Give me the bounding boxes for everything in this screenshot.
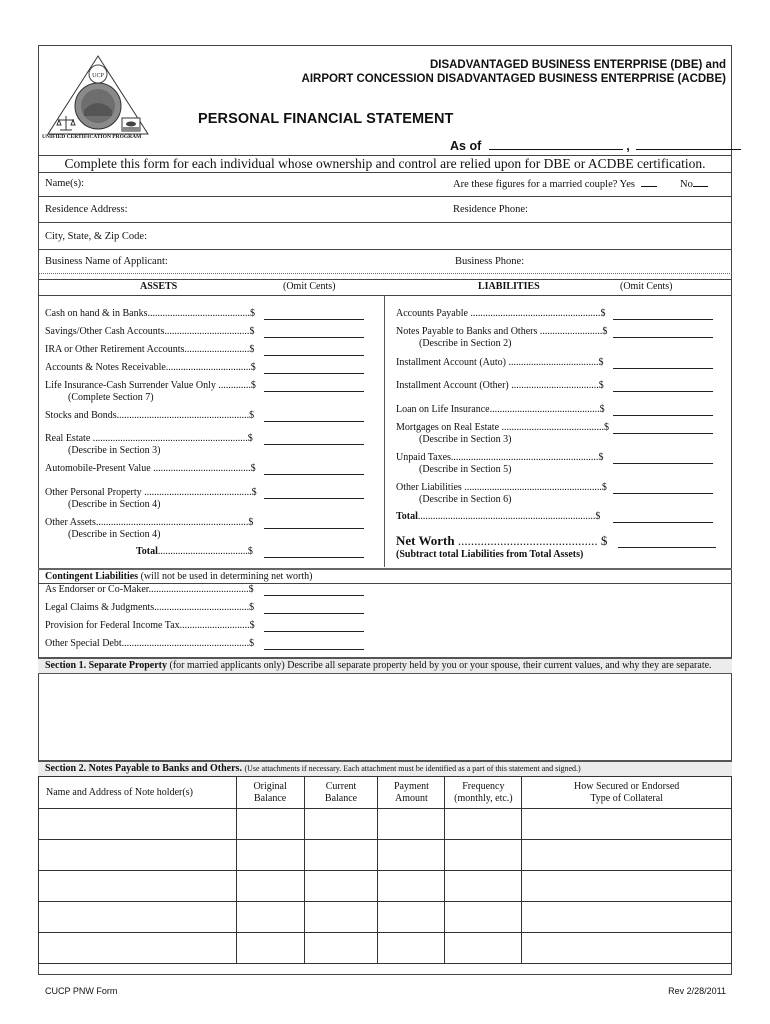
col-collateral: How Secured or Endorsed Type of Collateral xyxy=(522,777,732,809)
asset-savings-label: Savings/Other Cash Accounts..................................$ xyxy=(45,326,255,337)
section1-textarea[interactable] xyxy=(44,676,726,756)
assets-total-field[interactable] xyxy=(264,557,364,558)
liab-unpaid-taxes-field[interactable] xyxy=(613,463,713,464)
ucp-seal-icon xyxy=(44,54,152,144)
col-note-holder: Name and Address of Note holder(s) xyxy=(39,777,237,809)
as-of-date-field[interactable] xyxy=(489,138,623,150)
collateral-cell[interactable] xyxy=(522,809,732,840)
frequency-cell[interactable] xyxy=(445,902,522,933)
contingent-endorser-field[interactable] xyxy=(264,595,364,596)
asset-life-insurance-note: (Complete Section 7) xyxy=(68,392,154,403)
divider xyxy=(38,295,732,296)
asset-cash-label: Cash on hand & in Banks.........................................$ xyxy=(45,308,255,319)
liab-notes-payable-label: Notes Payable to Banks and Others .........................$ xyxy=(396,326,608,337)
asset-personal-property-field[interactable] xyxy=(264,498,364,499)
instructions: Complete this form for each individual whose ownership and control are relied upon for DBE or ACDBE certification. xyxy=(64,156,706,171)
program-title xyxy=(302,58,726,86)
col-payment-amount: Payment Amount xyxy=(378,777,445,809)
liab-mortgages-note: (Describe in Section 3) xyxy=(419,434,512,445)
liab-other-field[interactable] xyxy=(613,493,713,494)
liab-other-label: Other Liabilities .......................................................$ xyxy=(396,482,607,493)
net-worth-note: (Subtract total Liabilities from Total Assets) xyxy=(396,549,584,560)
frequency-cell[interactable] xyxy=(445,809,522,840)
as-of-date: As of , xyxy=(450,138,741,153)
asset-receivables-label: Accounts & Notes Receivable..................................$ xyxy=(45,362,256,373)
current-balance-cell[interactable] xyxy=(304,902,378,933)
divider xyxy=(38,273,732,274)
contingent-heading: Contingent Liabilities (will not be used in determining net worth) xyxy=(45,571,313,582)
liab-other-note: (Describe in Section 6) xyxy=(419,494,512,505)
assets-heading: ASSETS xyxy=(140,281,178,292)
collateral-cell[interactable] xyxy=(522,902,732,933)
original-balance-cell[interactable] xyxy=(236,902,304,933)
collateral-cell[interactable] xyxy=(522,840,732,871)
liab-life-loan-label: Loan on Life Insurance............................................$ xyxy=(396,404,605,415)
collateral-cell[interactable] xyxy=(522,871,732,902)
asset-savings-field[interactable] xyxy=(264,337,364,338)
married-no-field[interactable] xyxy=(693,178,708,187)
footer-revision: Rev 2/28/2011 xyxy=(668,986,726,996)
current-balance-cell[interactable] xyxy=(304,933,378,964)
table-header-row xyxy=(39,777,732,809)
original-balance-cell[interactable] xyxy=(236,871,304,902)
married-yes-field[interactable] xyxy=(641,178,657,187)
liab-notes-payable-note: (Describe in Section 2) xyxy=(419,338,512,349)
section2-heading: Section 2. Notes Payable to Banks and Others. (Use attachments if necessary. Each attachment must be identified as a part of this statement and signed.) xyxy=(38,760,732,777)
note-holder-cell[interactable] xyxy=(39,809,237,840)
table-row xyxy=(39,902,732,933)
frequency-cell[interactable] xyxy=(445,933,522,964)
divider xyxy=(38,568,732,570)
liab-mortgages-label: Mortgages on Real Estate .........................................$ xyxy=(396,422,610,433)
original-balance-cell[interactable] xyxy=(236,809,304,840)
liab-installment-other-field[interactable] xyxy=(613,391,713,392)
asset-personal-property-label: Other Personal Property ...........................................$ xyxy=(45,487,257,498)
table-row xyxy=(39,871,732,902)
contingent-other-field[interactable] xyxy=(264,649,364,650)
names-label: Name(s): xyxy=(45,178,85,189)
liab-notes-payable-field[interactable] xyxy=(613,337,713,338)
net-worth-field[interactable] xyxy=(618,547,716,548)
liab-accounts-payable-label: Accounts Payable ....................................................$ xyxy=(396,308,606,319)
col-frequency: Frequency (monthly, etc.) xyxy=(445,777,522,809)
asset-stocks-field[interactable] xyxy=(264,421,364,422)
business-name-label: Business Name of Applicant: xyxy=(45,256,168,267)
payment-amount-cell[interactable] xyxy=(378,840,445,871)
notes-payable-table xyxy=(38,776,732,964)
liab-installment-other-label: Installment Account (Other) ...................................$ xyxy=(396,380,604,391)
liabilities-heading: LIABILITIES xyxy=(478,281,540,292)
liab-mortgages-field[interactable] xyxy=(613,433,713,434)
collateral-cell[interactable] xyxy=(522,933,732,964)
asset-automobile-label: Automobile-Present Value .......................................$ xyxy=(45,463,256,474)
divider xyxy=(38,249,732,250)
residence-phone-label: Residence Phone: xyxy=(453,204,528,215)
assets-total-label: Total....................................$ xyxy=(136,546,253,557)
asset-stocks-label: Stocks and Bonds.....................................................$ xyxy=(45,410,255,421)
note-holder-cell[interactable] xyxy=(39,902,237,933)
asset-ira-field[interactable] xyxy=(264,355,364,356)
logo-caption: UNIFIED CERTIFICATION PROGRAM xyxy=(42,134,142,140)
asset-other-label: Other Assets.............................................................$ xyxy=(45,517,254,528)
table-row xyxy=(39,809,732,840)
table-row xyxy=(39,840,732,871)
current-balance-cell[interactable] xyxy=(304,840,378,871)
liabilities-total-field[interactable] xyxy=(613,522,713,523)
program-title-line1: DISADVANTAGED BUSINESS ENTERPRISE (DBE) and xyxy=(429,59,726,71)
married-no: No xyxy=(680,178,708,190)
asset-cash-field[interactable] xyxy=(264,319,364,320)
payment-amount-cell[interactable] xyxy=(378,809,445,840)
divider xyxy=(38,196,732,197)
note-holder-cell[interactable] xyxy=(39,840,237,871)
contingent-other-label: Other Special Debt...................................................$ xyxy=(45,638,255,649)
ucp-logo xyxy=(44,54,152,144)
liab-accounts-payable-field[interactable] xyxy=(613,319,713,320)
residence-address-label: Residence Address: xyxy=(45,204,128,215)
contingent-tax-field[interactable] xyxy=(264,631,364,632)
program-title-line2: AIRPORT CONCESSION DISADVANTAGED BUSINESS ENTERPRISE (ACDBE) xyxy=(301,73,726,85)
asset-automobile-field[interactable] xyxy=(264,474,364,475)
col-original-balance: Original Balance xyxy=(236,777,304,809)
business-phone-label: Business Phone: xyxy=(455,256,525,267)
current-balance-cell[interactable] xyxy=(304,809,378,840)
liab-life-loan-field[interactable] xyxy=(613,415,713,416)
payment-amount-cell[interactable] xyxy=(378,871,445,902)
asset-real-estate-label: Real Estate ..............................................................$ xyxy=(45,433,253,444)
asset-life-insurance-field[interactable] xyxy=(264,391,364,392)
frequency-cell[interactable] xyxy=(445,840,522,871)
married-question: Are these figures for a married couple? Yes xyxy=(453,178,657,190)
liab-installment-auto-field[interactable] xyxy=(613,368,713,369)
as-of-year-field[interactable] xyxy=(636,138,741,150)
asset-other-note: (Describe in Section 4) xyxy=(68,529,161,540)
original-balance-cell[interactable] xyxy=(236,933,304,964)
asset-life-insurance-label: Life Insurance-Cash Surrender Value Only .............$ xyxy=(45,380,256,391)
footer-form-name: CUCP PNW Form xyxy=(45,986,118,996)
svg-text:UCP: UCP xyxy=(92,73,104,79)
liab-unpaid-taxes-label: Unpaid Taxes...........................................................$ xyxy=(396,452,604,463)
asset-ira-label: IRA or Other Retirement Accounts..........................$ xyxy=(45,344,255,355)
divider xyxy=(38,279,732,280)
contingent-tax-label: Provision for Federal Income Tax............................$ xyxy=(45,620,255,631)
note-holder-cell[interactable] xyxy=(39,933,237,964)
asset-other-field[interactable] xyxy=(264,528,364,529)
contingent-endorser-label: As Endorser or Co-Maker........................................$ xyxy=(45,584,254,595)
frequency-cell[interactable] xyxy=(445,871,522,902)
current-balance-cell[interactable] xyxy=(304,871,378,902)
asset-real-estate-field[interactable] xyxy=(264,444,364,445)
liabilities-total-label: Total.......................................................................$ xyxy=(396,511,601,522)
payment-amount-cell[interactable] xyxy=(378,933,445,964)
liab-installment-auto-label: Installment Account (Auto) ....................................$ xyxy=(396,357,604,368)
table-row xyxy=(39,933,732,964)
column-divider xyxy=(384,295,385,567)
assets-omit-cents: (Omit Cents) xyxy=(283,281,336,292)
page-title: PERSONAL FINANCIAL STATEMENT xyxy=(198,111,454,127)
divider xyxy=(38,172,732,173)
net-worth-label: Net Worth ........................................... $ xyxy=(396,533,608,548)
section1-heading: Section 1. Separate Property (for married applicants only) Describe all separate property held by you or your spouse, their current values, and why they are separate. xyxy=(38,657,732,674)
asset-personal-property-note: (Describe in Section 4) xyxy=(68,499,161,510)
asset-receivables-field[interactable] xyxy=(264,373,364,374)
asset-real-estate-note: (Describe in Section 3) xyxy=(68,445,161,456)
contingent-legal-field[interactable] xyxy=(264,613,364,614)
divider xyxy=(38,222,732,223)
col-current-balance: Current Balance xyxy=(304,777,378,809)
contingent-legal-label: Legal Claims & Judgments......................................$ xyxy=(45,602,255,613)
liabilities-omit-cents: (Omit Cents) xyxy=(620,281,673,292)
payment-amount-cell[interactable] xyxy=(378,902,445,933)
note-holder-cell[interactable] xyxy=(39,871,237,902)
city-state-zip-label: City, State, & Zip Code: xyxy=(45,231,147,242)
liab-unpaid-taxes-note: (Describe in Section 5) xyxy=(419,464,512,475)
as-of-label: As of xyxy=(450,139,482,153)
original-balance-cell[interactable] xyxy=(236,840,304,871)
